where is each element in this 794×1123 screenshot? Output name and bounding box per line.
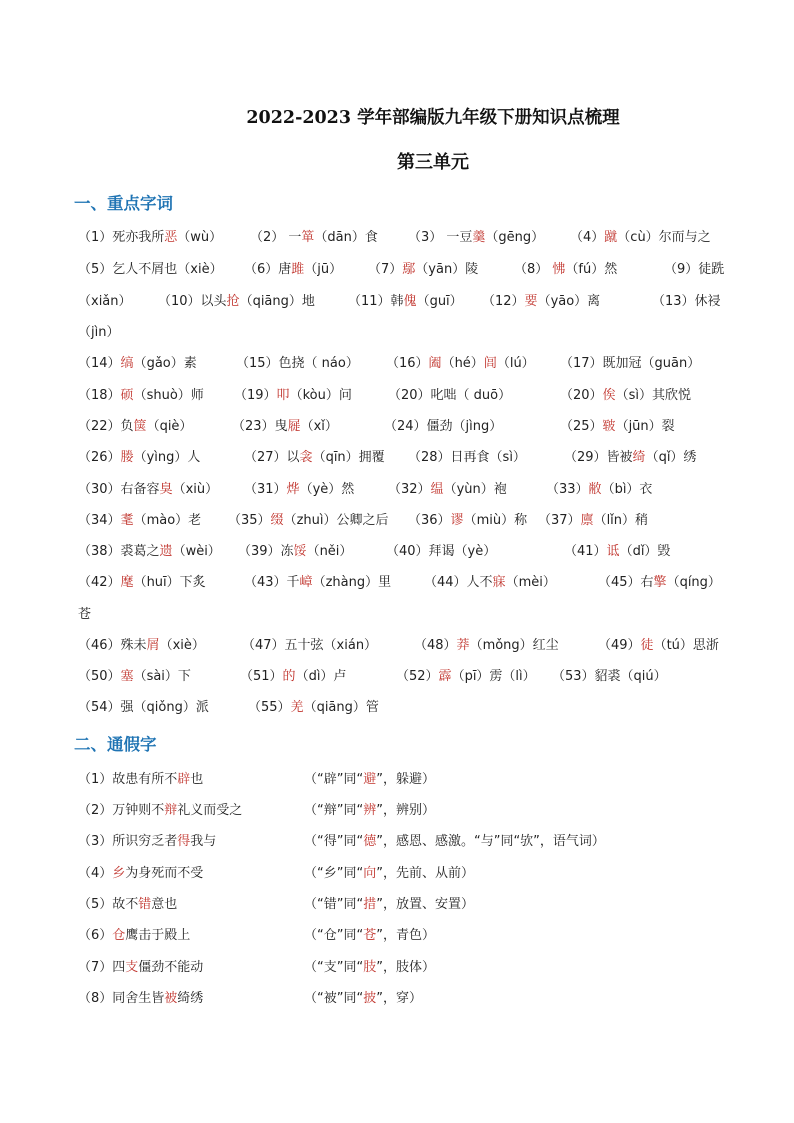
vocab-pinyin: （gǎo）素 <box>133 356 197 371</box>
vocab-item <box>560 352 700 371</box>
vocab-item <box>78 352 197 371</box>
vocab-item <box>78 226 222 245</box>
tongjia-text: （2）万钟则不 <box>78 803 165 818</box>
vocab-text: （12） <box>482 294 525 309</box>
vocab-keyword: 媵 <box>120 450 134 465</box>
vocab-pinyin: （zhàng）里 <box>312 575 392 590</box>
vocab-pinyin: （bì）衣 <box>601 482 653 497</box>
vocab-keyword: 遗 <box>159 544 173 559</box>
vocab-pinyin: （xiè） <box>159 638 205 653</box>
tongjia-text: ”，青色） <box>376 928 435 943</box>
tongjia-explanation <box>304 768 435 787</box>
vocab-item <box>236 352 359 371</box>
vocab-item <box>78 603 91 622</box>
vocab-pinyin: （pī）雳（lì） <box>451 669 536 684</box>
vocab-item <box>414 634 559 653</box>
vocab-item <box>560 415 675 434</box>
vocab-pinyin: （mào）老 <box>133 513 202 528</box>
vocab-pinyin: （lǐn）稍 <box>593 513 649 528</box>
vocab-item <box>78 258 223 277</box>
vocab-keyword: 霹 <box>438 669 452 684</box>
vocab-keyword: 诋 <box>606 544 620 559</box>
tongjia-text: 也 <box>190 772 204 787</box>
vocab-item <box>384 415 502 434</box>
vocab-keyword: 箧 <box>133 419 147 434</box>
tongjia-sentence <box>78 924 190 943</box>
vocab-item <box>244 258 342 277</box>
vocab-item <box>386 352 535 371</box>
vocab-item <box>652 290 721 309</box>
vocab-text: （xiǎn） <box>78 294 132 309</box>
tongjia-keyword: 避 <box>363 772 377 787</box>
vocab-text: （51） <box>240 669 283 684</box>
vocab-keyword: 嶂 <box>299 575 313 590</box>
section-heading-zici: 一、重点字词 <box>74 194 173 213</box>
vocab-text: （37） <box>538 513 581 528</box>
vocab-item <box>424 571 556 590</box>
vocab-text: （20）叱咄（ duō） <box>388 388 512 403</box>
vocab-item <box>78 384 204 403</box>
vocab-text: （36） <box>408 513 451 528</box>
tongjia-explanation <box>304 924 435 943</box>
vocab-text: （2） 一 <box>250 230 302 245</box>
vocab-pinyin: （dì）卢 <box>295 669 347 684</box>
tongjia-explanation <box>304 956 435 975</box>
vocab-item <box>158 290 315 309</box>
vocab-text: （39）冻 <box>238 544 294 559</box>
vocab-keyword: 廪 <box>580 513 594 528</box>
vocab-pinyin: （qíng） <box>666 575 721 590</box>
tongjia-sentence <box>78 893 177 912</box>
vocab-pinyin: （xǐ） <box>300 419 338 434</box>
vocab-text: （49） <box>598 638 641 653</box>
vocab-pinyin: （jūn）裂 <box>615 419 675 434</box>
vocab-item <box>244 446 385 465</box>
vocab-keyword: 寐 <box>492 575 506 590</box>
vocab-text: （9）徒跣 <box>664 262 725 277</box>
tongjia-explanation <box>304 987 422 1006</box>
vocab-pinyin: （mǒng）红尘 <box>469 638 559 653</box>
vocab-pinyin: （yùn）袍 <box>443 482 507 497</box>
vocab-item <box>664 258 724 277</box>
vocab-item <box>244 571 391 590</box>
vocab-pinyin: （xiù） <box>172 482 219 497</box>
vocab-text: （33） <box>546 482 589 497</box>
vocab-item <box>546 478 652 497</box>
vocab-pinyin: （qiāng）地 <box>239 294 315 309</box>
tongjia-text: 僵劲不能动 <box>138 960 204 975</box>
tongjia-text: ”，肢体） <box>376 960 435 975</box>
vocab-text: 苍 <box>78 607 92 622</box>
vocab-keyword: 皲 <box>602 419 616 434</box>
vocab-pinyin: （sài）下 <box>133 669 191 684</box>
vocab-item <box>78 571 206 590</box>
tongjia-text: （“辟”同“ <box>304 772 364 787</box>
vocab-text: （45）右 <box>598 575 654 590</box>
tongjia-keyword: 支 <box>125 960 139 975</box>
vocab-keyword: 傀 <box>403 294 417 309</box>
vocab-keyword: 塞 <box>120 669 134 684</box>
vocab-keyword: 缊 <box>430 482 444 497</box>
vocab-keyword: 耄 <box>120 513 134 528</box>
vocab-pinyin: （něi） <box>306 544 353 559</box>
vocab-item <box>482 290 600 309</box>
tongjia-text: （8）同舍生皆 <box>78 991 165 1006</box>
unit-subtitle: 第三单元 <box>397 152 469 173</box>
tongjia-text: ”，感恩、感激。“与”同“欤”，语气词） <box>376 834 605 849</box>
vocab-pinyin: （zhuì）公卿之后 <box>283 513 389 528</box>
tongjia-sentence <box>78 799 242 818</box>
tongjia-text: ”，穿） <box>376 991 422 1006</box>
vocab-keyword: 屑 <box>146 638 160 653</box>
vocab-text: （18） <box>78 388 121 403</box>
vocab-text: （44）人不 <box>424 575 493 590</box>
vocab-pinyin: （guī） <box>416 294 463 309</box>
tongjia-text: （“被”同“ <box>304 991 364 1006</box>
vocab-text: （25） <box>560 419 603 434</box>
vocab-item <box>564 446 696 465</box>
vocab-pinyin: （yè）然 <box>299 482 355 497</box>
vocab-item <box>238 540 352 559</box>
vocab-keyword: 羌 <box>290 700 304 715</box>
vocab-keyword: 缟 <box>120 356 134 371</box>
vocab-keyword: 的 <box>282 669 296 684</box>
tongjia-text: （“错”同“ <box>304 897 364 912</box>
vocab-text: （16） <box>386 356 429 371</box>
tongjia-sentence <box>78 862 203 881</box>
vocab-text: （48） <box>414 638 457 653</box>
vocab-item <box>570 226 711 245</box>
vocab-text: （30）右备容 <box>78 482 160 497</box>
vocab-keyword: 阖 <box>428 356 442 371</box>
tongjia-sentence <box>78 956 203 975</box>
vocab-text: （31） <box>244 482 287 497</box>
vocab-text: （50） <box>78 669 121 684</box>
vocab-item <box>408 446 526 465</box>
vocab-keyword: 俟 <box>602 388 616 403</box>
vocab-pinyin: （sì）其欣悦 <box>615 388 691 403</box>
tongjia-text: （3）所识穷乏者 <box>78 834 178 849</box>
vocab-item <box>248 696 379 715</box>
vocab-pinyin: （dǐ）毁 <box>619 544 671 559</box>
vocab-item <box>234 384 352 403</box>
vocab-item <box>78 634 205 653</box>
vocab-item <box>240 665 346 684</box>
tongjia-explanation <box>304 830 605 849</box>
vocab-text: （23）曳 <box>232 419 288 434</box>
tongjia-keyword: 德 <box>363 834 377 849</box>
vocab-pinyin: （lú） <box>496 356 535 371</box>
vocab-keyword: 莽 <box>456 638 470 653</box>
tongjia-keyword: 乡 <box>112 866 126 881</box>
vocab-item <box>78 665 191 684</box>
vocab-text: （52） <box>396 669 439 684</box>
vocab-item <box>78 478 218 497</box>
vocab-keyword: 屣 <box>287 419 301 434</box>
vocab-pinyin: （huī）下炙 <box>133 575 206 590</box>
vocab-keyword: 硕 <box>120 388 134 403</box>
vocab-keyword: 缀 <box>270 513 284 528</box>
vocab-pinyin: （yāo）离 <box>537 294 601 309</box>
tongjia-text: 鹰击于殿上 <box>125 928 191 943</box>
vocab-keyword: 擎 <box>653 575 667 590</box>
vocab-keyword: 羹 <box>472 230 486 245</box>
vocab-text: （7） <box>368 262 403 277</box>
vocab-item <box>78 446 200 465</box>
vocab-pinyin: （wèi） <box>172 544 221 559</box>
tongjia-text: （“得”同“ <box>304 834 364 849</box>
vocab-item <box>538 509 648 528</box>
vocab-item <box>348 290 463 309</box>
vocab-item <box>408 226 544 245</box>
vocab-pinyin: （fú）然 <box>565 262 618 277</box>
page-title: 2022-2023 学年部编版九年级下册知识点梳理 <box>246 108 620 128</box>
vocab-pinyin: （miù）称 <box>463 513 528 528</box>
vocab-keyword: 叩 <box>276 388 290 403</box>
vocab-text: （5）乞人不屑也（xiè） <box>78 262 223 277</box>
tongjia-keyword: 辩 <box>164 803 178 818</box>
vocab-pinyin: （cù）尔而与之 <box>617 230 711 245</box>
tongjia-sentence <box>78 768 203 787</box>
tongjia-keyword: 苍 <box>363 928 377 943</box>
tongjia-keyword: 错 <box>138 897 152 912</box>
vocab-keyword: 烨 <box>286 482 300 497</box>
vocab-pinyin: （wù） <box>177 230 223 245</box>
vocab-keyword: 箪 <box>301 230 315 245</box>
vocab-text: （26） <box>78 450 121 465</box>
vocab-item <box>386 540 496 559</box>
vocab-text: （13）休祲 <box>652 294 721 309</box>
tongjia-keyword: 辟 <box>177 772 191 787</box>
tongjia-text: （“仓”同“ <box>304 928 364 943</box>
vocab-item <box>560 384 691 403</box>
vocab-text: （11）韩 <box>348 294 404 309</box>
tongjia-text: ”，躲避） <box>376 772 435 787</box>
tongjia-text: （5）故不 <box>78 897 139 912</box>
tongjia-text: （7）四 <box>78 960 126 975</box>
vocab-text: （41） <box>564 544 607 559</box>
tongjia-keyword: 辨 <box>363 803 377 818</box>
vocab-item <box>232 415 338 434</box>
vocab-text: （1）死亦我所 <box>78 230 165 245</box>
tongjia-sentence <box>78 987 203 1006</box>
tongjia-keyword: 措 <box>363 897 377 912</box>
vocab-keyword: 馁 <box>293 544 307 559</box>
tongjia-text: （“辩”同“ <box>304 803 364 818</box>
vocab-keyword: 怫 <box>552 262 566 277</box>
vocab-text: （14） <box>78 356 121 371</box>
vocab-text: （40）拜谒（yè） <box>386 544 497 559</box>
vocab-pinyin: （shuò）师 <box>133 388 204 403</box>
vocab-pinyin: （qǐ）绣 <box>645 450 697 465</box>
vocab-text: （6）唐 <box>244 262 292 277</box>
vocab-item <box>78 540 221 559</box>
vocab-text: （19） <box>234 388 277 403</box>
vocab-item <box>514 258 617 277</box>
tongjia-explanation <box>304 799 435 818</box>
vocab-keyword: 绮 <box>632 450 646 465</box>
tongjia-keyword: 被 <box>164 991 178 1006</box>
vocab-keyword: 鄢 <box>402 262 416 277</box>
vocab-text: （20） <box>560 388 603 403</box>
vocab-item <box>78 321 119 340</box>
vocab-text: （8） <box>514 262 553 277</box>
vocab-text: （3） 一豆 <box>408 230 473 245</box>
vocab-keyword: 衾 <box>299 450 313 465</box>
vocab-keyword: 恶 <box>164 230 178 245</box>
vocab-item <box>564 540 670 559</box>
vocab-keyword: 麾 <box>120 575 134 590</box>
vocab-pinyin: （gēng） <box>485 230 545 245</box>
vocab-text: （15）色挠（ náo） <box>236 356 359 371</box>
vocab-pinyin: （hé） <box>441 356 484 371</box>
vocab-keyword: 敝 <box>588 482 602 497</box>
tongjia-text: 礼义而受之 <box>177 803 243 818</box>
vocab-item <box>250 226 378 245</box>
vocab-item <box>408 509 527 528</box>
vocab-pinyin: （yān）陵 <box>415 262 479 277</box>
vocab-text: （17）既加冠（guān） <box>560 356 701 371</box>
vocab-text: （jìn） <box>78 325 120 340</box>
tongjia-keyword: 肢 <box>363 960 377 975</box>
vocab-text: （29）皆被 <box>564 450 633 465</box>
tongjia-text: ”，放置、安置） <box>376 897 474 912</box>
vocab-item <box>78 415 192 434</box>
vocab-text: （10）以头 <box>158 294 227 309</box>
vocab-item <box>598 634 719 653</box>
vocab-text: （22）负 <box>78 419 134 434</box>
vocab-pinyin: （kòu）问 <box>289 388 352 403</box>
vocab-text: （34） <box>78 513 121 528</box>
vocab-keyword: 谬 <box>450 513 464 528</box>
vocab-pinyin: （qiè） <box>146 419 193 434</box>
tongjia-explanation <box>304 893 474 912</box>
vocab-item <box>78 290 132 309</box>
vocab-text: （47）五十弦（xián） <box>242 638 378 653</box>
vocab-text: （43）千 <box>244 575 300 590</box>
tongjia-keyword: 披 <box>363 991 377 1006</box>
vocab-item <box>78 696 209 715</box>
vocab-item <box>78 509 201 528</box>
tongjia-text: ”，辨别） <box>376 803 435 818</box>
vocab-item <box>388 478 507 497</box>
tongjia-text: ”，先前、从前） <box>376 866 474 881</box>
vocab-pinyin: （qīn）拥覆 <box>312 450 385 465</box>
tongjia-keyword: 仓 <box>112 928 126 943</box>
vocab-text: （35） <box>228 513 271 528</box>
tongjia-keyword: 得 <box>177 834 191 849</box>
vocab-item <box>396 665 536 684</box>
tongjia-keyword: 向 <box>363 866 377 881</box>
vocab-text: （42） <box>78 575 121 590</box>
vocab-text: （53）貂裘（qiú） <box>552 669 667 684</box>
vocab-item <box>368 258 478 277</box>
tongjia-text: 绮绣 <box>177 991 204 1006</box>
vocab-text: （46）殊未 <box>78 638 147 653</box>
tongjia-text: （1）故患有所不 <box>78 772 178 787</box>
vocab-keyword: 臭 <box>159 482 173 497</box>
vocab-text: （4） <box>570 230 605 245</box>
vocab-keyword: 徒 <box>640 638 654 653</box>
section-heading-tongjia: 二、通假字 <box>74 735 157 754</box>
vocab-item <box>552 665 667 684</box>
vocab-keyword: 要 <box>524 294 538 309</box>
vocab-pinyin: （yìng）人 <box>133 450 201 465</box>
vocab-keyword: 雎 <box>291 262 305 277</box>
vocab-item <box>598 571 721 590</box>
vocab-pinyin: （mèi） <box>505 575 556 590</box>
tongjia-text: 意也 <box>151 897 178 912</box>
tongjia-text: （“支”同“ <box>304 960 364 975</box>
tongjia-sentence <box>78 830 216 849</box>
vocab-item <box>242 634 377 653</box>
tongjia-text: 为身死而不受 <box>125 866 204 881</box>
vocab-item <box>388 384 511 403</box>
vocab-text: （38）裘葛之 <box>78 544 160 559</box>
tongjia-text: （4） <box>78 866 113 881</box>
tongjia-text: （“乡”同“ <box>304 866 364 881</box>
vocab-text: （28）日再食（sì） <box>408 450 526 465</box>
tongjia-text: 我与 <box>190 834 217 849</box>
vocab-pinyin: （tú）思浙 <box>653 638 719 653</box>
vocab-text: （24）僵劲（jìng） <box>384 419 503 434</box>
vocab-pinyin: （jū） <box>304 262 343 277</box>
vocab-pinyin: （qiāng）管 <box>303 700 379 715</box>
vocab-keyword: 抢 <box>226 294 240 309</box>
vocab-text: （54）强（qiǒng）派 <box>78 700 209 715</box>
tongjia-text: （6） <box>78 928 113 943</box>
vocab-keyword: 蹴 <box>604 230 618 245</box>
vocab-text: （55） <box>248 700 291 715</box>
vocab-item <box>228 509 388 528</box>
vocab-keyword: 闾 <box>483 356 497 371</box>
vocab-text: （32） <box>388 482 431 497</box>
vocab-item <box>244 478 354 497</box>
vocab-pinyin: （dān）食 <box>314 230 378 245</box>
tongjia-explanation <box>304 862 474 881</box>
vocab-text: （27）以 <box>244 450 300 465</box>
